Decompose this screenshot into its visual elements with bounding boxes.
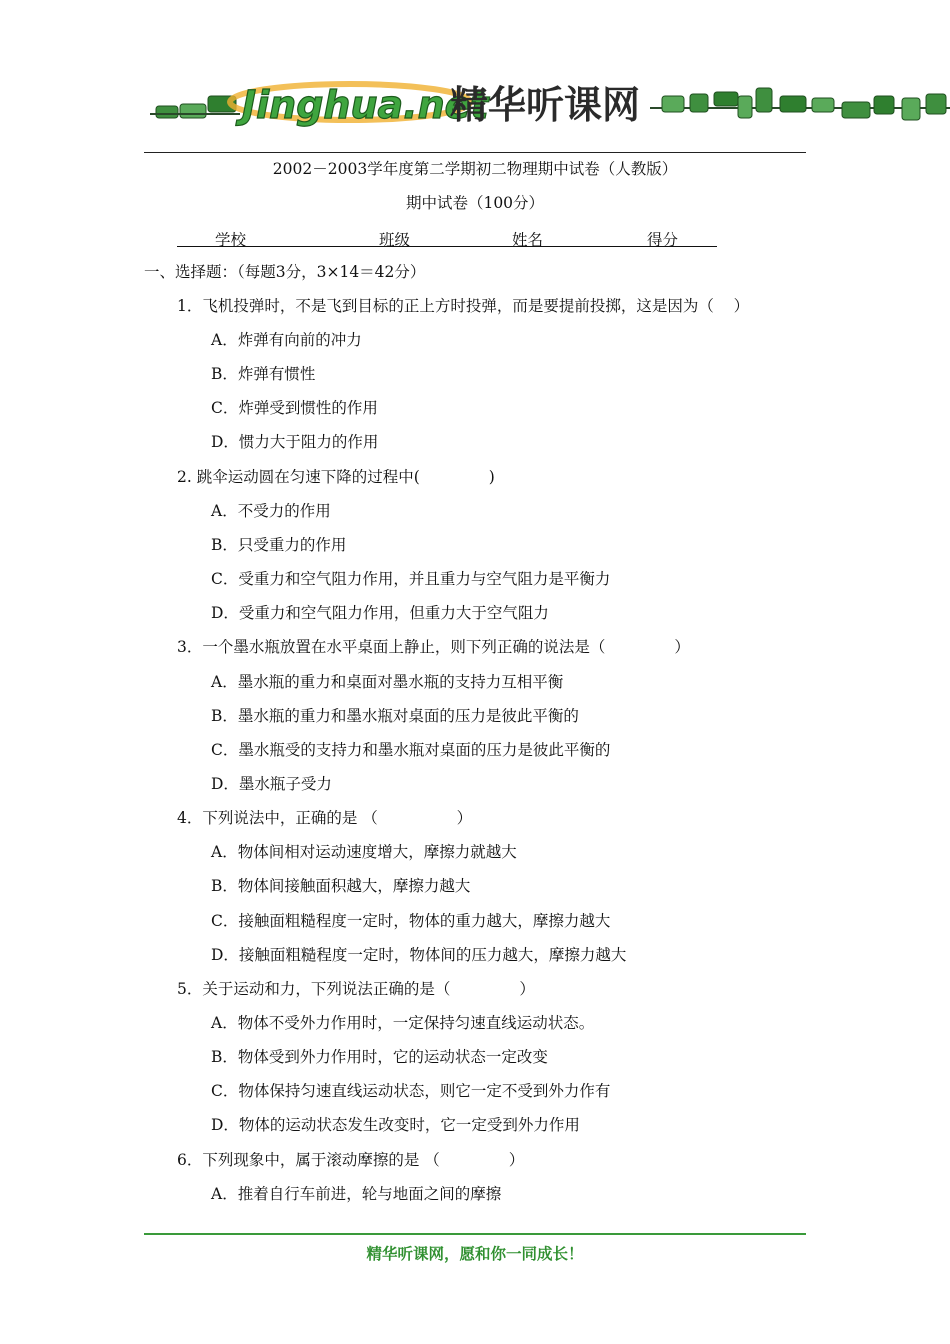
field-school: 学校 [215,231,247,249]
question-option: A．物体间相对运动速度增大，摩擦力就越大 [211,843,517,861]
question-option: A．不受力的作用 [211,502,331,520]
question-option: D．惯力大于阻力的作用 [211,433,379,451]
question-stem: 2. 跳伞运动圆在匀速下降的过程中( ) [177,468,495,486]
question-option: B．物体受到外力作用时，它的运动状态一定改变 [211,1048,548,1066]
logo-wordmark: Jinghua.net [242,83,489,127]
question-option: B．炸弹有惯性 [211,365,316,383]
question-option: D．物体的运动状态发生改变时，它一定受到外力作用 [211,1116,580,1134]
question-stem: 6．下列现象中，属于滚动摩擦的是 （ ） [177,1151,525,1169]
banner-graphic [150,66,950,140]
question-option: C．受重力和空气阻力作用，并且重力与空气阻力是平衡力 [211,570,611,588]
section-heading: 一、选择题：（每题3分，3×14＝42分） [144,263,426,281]
question-option: A．墨水瓶的重力和桌面对墨水瓶的支持力互相平衡 [211,673,564,691]
question-option: A．物体不受外力作用时，一定保持匀速直线运动状态。 [211,1014,595,1032]
question-option: D．墨水瓶子受力 [211,775,332,793]
exam-subtitle: 期中试卷（100分） [405,194,545,212]
question-option: C．物体保持匀速直线运动状态，则它一定不受到外力作有 [211,1082,611,1100]
question-stem: 4．下列说法中，正确的是 （ ） [177,809,473,827]
question-option: B．墨水瓶的重力和墨水瓶对桌面的压力是彼此平衡的 [211,707,579,725]
exam-title: 2002－2003学年度第二学期初二物理期中试卷（人教版） [272,160,678,178]
logo-chinese: 精华听课网 [450,83,641,127]
question-option: B．物体间接触面积越大，摩擦力越大 [211,877,471,895]
left-decoration-icon [150,96,240,118]
question-option: B．只受重力的作用 [211,536,347,554]
question-stem: 3．一个墨水瓶放置在水平桌面上静止，则下列正确的说法是（ ） [177,638,690,656]
question-option: A．炸弹有向前的冲力 [211,331,362,349]
field-score: 得分 [647,231,679,249]
footer-divider [144,1233,806,1235]
field-class: 班级 [379,231,411,249]
question-option: C．炸弹受到惯性的作用 [211,399,378,417]
question-option: D．受重力和空气阻力作用，但重力大于空气阻力 [211,604,549,622]
right-decoration-icon [650,88,950,120]
header-divider [144,152,806,153]
question-stem: 5．关于运动和力，下列说法正确的是（ ） [177,980,535,998]
field-name: 姓名 [512,231,544,249]
header-banner [150,66,950,140]
question-option: C．墨水瓶受的支持力和墨水瓶对桌面的压力是彼此平衡的 [211,741,611,759]
question-stem: 1．飞机投弹时，不是飞到目标的正上方时投弹，而是要提前投掷，这是因为（ ） [177,297,750,315]
question-option: C．接触面粗糙程度一定时，物体的重力越大，摩擦力越大 [211,912,611,930]
footer-slogan: 精华听课网，愿和你一同成长！ [366,1245,584,1263]
question-option: A．推着自行车前进，轮与地面之间的摩擦 [211,1185,502,1203]
student-info-line [177,228,717,247]
question-option: D．接触面粗糙程度一定时，物体间的压力越大，摩擦力越大 [211,946,627,964]
